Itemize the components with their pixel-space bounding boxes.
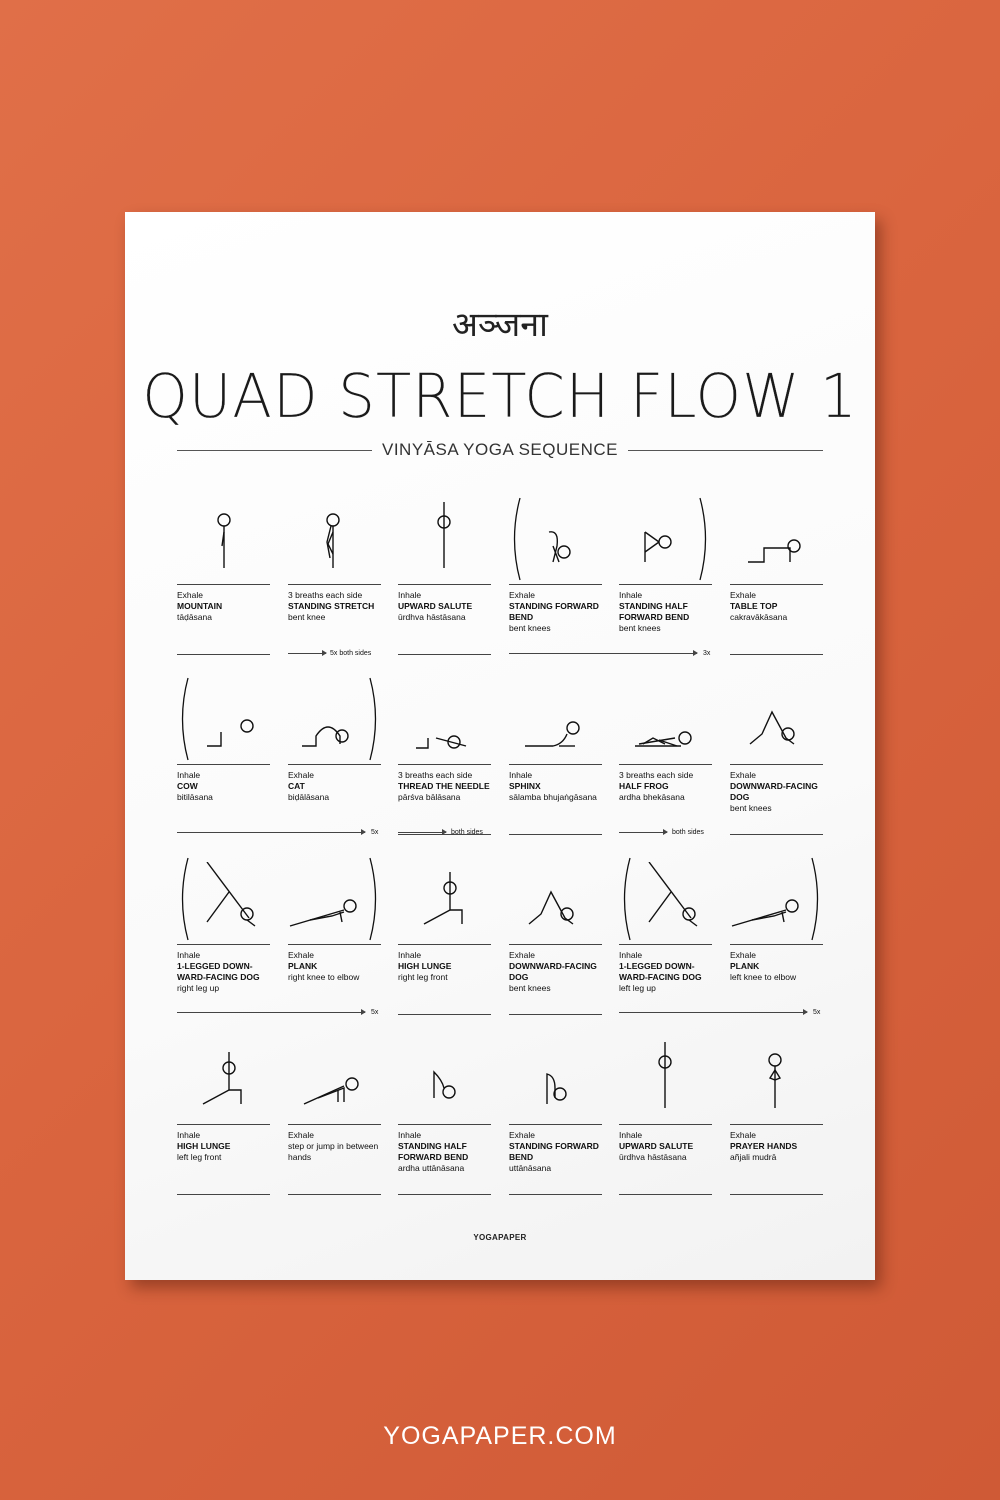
table-top-pose-icon xyxy=(730,502,824,582)
half-frog-pose-icon xyxy=(619,682,713,762)
subtitle-row xyxy=(177,438,823,462)
bracket-open xyxy=(617,856,633,942)
high-lunge-pose-icon xyxy=(398,862,492,942)
bracket-open xyxy=(507,496,523,582)
step-forward-pose-icon xyxy=(288,1042,382,1122)
repeat-indicator: 5x xyxy=(619,1008,824,1018)
one-legged-downward-dog-pose-icon xyxy=(619,862,713,942)
prayer-hands-pose-icon xyxy=(730,1042,824,1122)
poster-footer-brand: YOGAPAPER xyxy=(473,1233,527,1242)
repeat-indicator: 5x xyxy=(177,1008,382,1018)
sphinx-pose-icon xyxy=(509,682,603,762)
repeat-indicator: 5x both sides xyxy=(288,649,382,659)
standing-forward-bend-pose-icon xyxy=(509,1042,603,1122)
subtitle-rule-right xyxy=(628,450,823,451)
poster: अञ्जना QUAD STRETCH FLOW 1 VINYĀSA YOGA SEQUENCE Exhale MOUNTAIN tāḍāsana 3 breaths each side STANDING STRETCH bent knee Inhale UPWARD SALUTE ūrdhva hāstāsana Exhale STANDING FORWARD BEND bent knees Inhale STANDING HALF FORWARD BEND bent knees Exhale TABLE TOP cakravākāsana 5x both sides 3x Inhale COW bitilāsana Exhale CAT biḍālāsana 3 breaths each side THREAD THE NEEDLE pārśva bālāsana Inhale SPHINX sālamba bhujaṅgāsana 3 breaths each side HALF FROG ardha bhekāsana Exhale DOWNWARD-FACING DOG bent knees 5x both sides both sides Inhale 1-LEGGED DOWN-WARD-FACING DOG right leg up Exhale PLANK right knee to elbow Inhale HIGH LUNGE right leg front Exhale DOWNWARD-FACING DOG bent knees Inhale 1-LEGGED DOWN-WARD-FACING DOG left leg up Exhale PLANK left knee to elbow 5x 5x Inhale HIGH LUNGE left leg front Exhale step or jump in between hands Inhale STANDING HALF FORWARD BEND ardha uttānāsana Exhale STANDING FORWARD BEND uttānāsana Inhale UPWARD SALUTE ūrdhva hāstāsana Exhale PRAYER HANDS añjali mudrā YOGAPAPER xyxy=(125,212,875,1280)
thread-the-needle-pose-icon xyxy=(398,682,492,762)
website-url: YOGAPAPER.COM xyxy=(383,1422,617,1450)
upward-salute-pose-icon xyxy=(619,1042,713,1122)
bracket-close xyxy=(697,496,713,582)
subtitle-rule-left xyxy=(177,450,372,451)
standing-forward-bend-pose-icon xyxy=(509,502,603,582)
repeat-indicator: both sides xyxy=(619,828,713,838)
bracket-close xyxy=(367,676,383,762)
logo-devanagari: अञ्जना xyxy=(452,305,548,345)
upward-salute-pose-icon xyxy=(398,502,492,582)
repeat-indicator: 5x xyxy=(177,828,382,838)
repeat-indicator: both sides xyxy=(398,828,492,838)
mountain-pose-icon xyxy=(177,502,271,582)
high-lunge-pose-icon xyxy=(177,1042,271,1122)
standing-half-forward-bend-pose-icon xyxy=(398,1042,492,1122)
cow-pose-icon xyxy=(177,682,271,762)
downward-facing-dog-pose-icon xyxy=(509,862,603,942)
subtitle: VINYĀSA YOGA SEQUENCE xyxy=(382,440,618,459)
one-legged-downward-dog-pose-icon xyxy=(177,862,271,942)
bracket-open xyxy=(175,856,191,942)
bracket-close xyxy=(809,856,825,942)
bracket-open xyxy=(175,676,191,762)
standing-stretch-pose-icon xyxy=(288,502,382,582)
page-title: QUAD STRETCH FLOW 1 xyxy=(142,360,858,432)
repeat-indicator: 3x xyxy=(509,649,714,659)
bracket-close xyxy=(367,856,383,942)
downward-facing-dog-pose-icon xyxy=(730,682,824,762)
